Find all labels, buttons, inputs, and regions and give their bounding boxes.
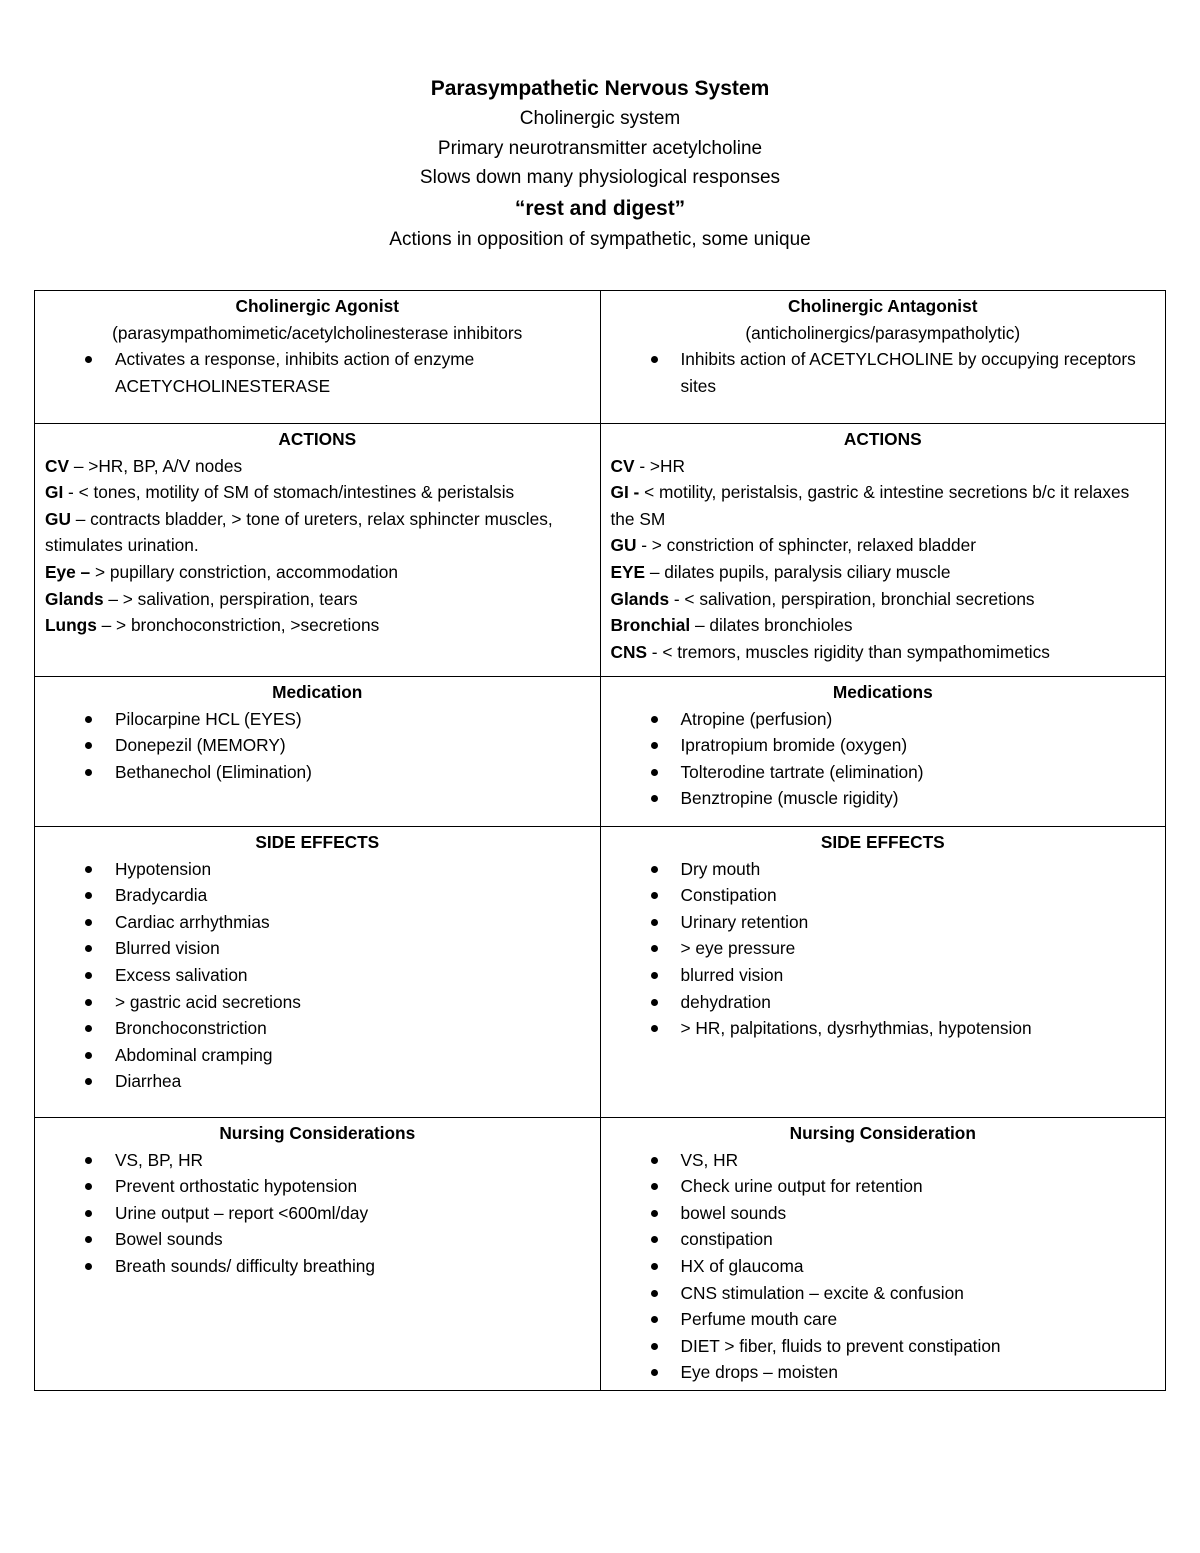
action-item <box>45 506 590 559</box>
action-text: – > bronchoconstriction, >secretions <box>96 615 380 636</box>
action-text: – dilates bronchioles <box>690 615 853 636</box>
action-text: – >HR, BP, A/V nodes <box>69 455 243 476</box>
list-item: Urine output – report <600ml/day <box>45 1200 590 1227</box>
action-item <box>611 453 1156 480</box>
agonist-actions-cell <box>35 424 601 677</box>
action-label: EYE <box>610 561 646 582</box>
section-title: SIDE EFFECTS <box>820 832 945 852</box>
list-item: Tolterodine tartrate (elimination) <box>611 759 1156 786</box>
action-text: – > salivation, perspiration, tears <box>103 588 358 609</box>
list-item: Bronchoconstriction <box>45 1015 590 1042</box>
section-title: SIDE EFFECTS <box>255 832 380 852</box>
action-label: Glands <box>610 588 670 609</box>
list-item: Perfume mouth care <box>611 1306 1156 1333</box>
action-label: Bronchial <box>610 615 691 636</box>
list-item: blurred vision <box>611 962 1156 989</box>
medication-list <box>45 706 590 786</box>
action-text: – contracts bladder, > tone of ureters, relax sphincter muscles, stimulates urination. <box>45 508 553 556</box>
action-label: Glands <box>45 588 104 609</box>
action-text: > pupillary constriction, accommodation <box>90 561 399 582</box>
section-title: ACTIONS <box>278 429 357 449</box>
document-header <box>0 74 1200 254</box>
action-label: Lungs <box>45 615 97 636</box>
agonist-side-effects-cell <box>35 827 601 1118</box>
action-text: - > constriction of sphincter, relaxed bladder <box>636 535 976 556</box>
action-text: - < tones, motility of SM of stomach/intestines & peristalsis <box>63 482 515 503</box>
list-item: HX of glaucoma <box>611 1253 1156 1280</box>
action-label: CNS <box>610 641 647 662</box>
action-text: < motility, peristalsis, gastric & intestine secretions b/c it relaxes the SM <box>610 482 1130 529</box>
list-item: Pilocarpine HCL (EYES) <box>45 706 590 733</box>
action-item <box>611 559 1156 586</box>
antagonist-side-effects-cell <box>600 827 1166 1118</box>
section-title: Nursing Consideration <box>789 1123 976 1143</box>
page-title: Parasympathetic Nervous System <box>430 77 770 100</box>
subtitle-line: Cholinergic system <box>519 108 681 129</box>
action-label: Eye – <box>45 561 91 582</box>
bullet-list <box>45 346 590 399</box>
action-label: CV <box>45 455 70 476</box>
column-title: Cholinergic Agonist <box>235 296 400 316</box>
side-effects-list <box>45 856 590 1095</box>
list-item: Hypotension <box>45 856 590 883</box>
list-item: Inhibits action of ACETYLCHOLINE by occupying receptors sites <box>611 346 1156 399</box>
action-text: - < tremors, muscles rigidity than sympathomimetics <box>647 641 1050 662</box>
agonist-intro-cell <box>35 291 601 424</box>
action-label: GI - <box>610 482 640 503</box>
action-text: - >HR <box>634 455 685 476</box>
action-label: CV <box>610 455 635 476</box>
list-item: Excess salivation <box>45 962 590 989</box>
list-item: Urinary retention <box>611 909 1156 936</box>
subtitle-line: Slows down many physiological responses <box>419 167 781 188</box>
tagline: “rest and digest” <box>514 196 686 220</box>
list-item: Breath sounds/ difficulty breathing <box>45 1253 590 1280</box>
section-title: ACTIONS <box>843 429 922 449</box>
column-subtitle: (anticholinergics/parasympatholytic) <box>745 322 1021 343</box>
antagonist-nursing-cell <box>600 1118 1166 1391</box>
list-item: Constipation <box>611 882 1156 909</box>
list-item: > HR, palpitations, dysrhythmias, hypotension <box>611 1015 1156 1042</box>
list-item: Bethanechol (Elimination) <box>45 759 590 786</box>
action-item <box>611 586 1156 613</box>
action-item <box>611 639 1156 666</box>
side-effects-list <box>611 856 1156 1042</box>
action-item <box>611 479 1156 532</box>
action-item <box>611 612 1156 639</box>
action-item <box>45 559 590 586</box>
list-item: Eye drops – moisten <box>611 1359 1156 1386</box>
list-item: > gastric acid secretions <box>45 989 590 1016</box>
action-item <box>45 479 590 506</box>
list-item: Benztropine (muscle rigidity) <box>611 785 1156 812</box>
list-item: Abdominal cramping <box>45 1042 590 1069</box>
list-item: Diarrhea <box>45 1068 590 1095</box>
list-item: Activates a response, inhibits action of enzyme ACETYCHOLINESTERASE <box>45 346 590 399</box>
list-item: Dry mouth <box>611 856 1156 883</box>
action-item <box>45 453 590 480</box>
list-item: constipation <box>611 1226 1156 1253</box>
agonist-medication-cell <box>35 677 601 827</box>
list-item: > eye pressure <box>611 935 1156 962</box>
action-item <box>45 586 590 613</box>
comparison-table <box>34 290 1166 1391</box>
subtitle-line: Primary neurotransmitter acetylcholine <box>437 137 763 159</box>
list-item: Atropine (perfusion) <box>611 706 1156 733</box>
list-item: Check urine output for retention <box>611 1173 1156 1200</box>
section-title: Medication <box>272 682 363 702</box>
list-item: Blurred vision <box>45 935 590 962</box>
action-item <box>45 612 590 639</box>
list-item: VS, HR <box>611 1147 1156 1174</box>
section-title: Medications <box>832 682 933 702</box>
action-text: - < salivation, perspiration, bronchial secretions <box>669 588 1035 609</box>
antagonist-intro-cell <box>600 291 1166 424</box>
action-label: GU <box>45 508 71 529</box>
column-subtitle: (parasympathomimetic/acetylcholinesterase inhibitors <box>112 322 523 343</box>
bullet-list <box>611 346 1156 399</box>
action-label: GU <box>610 535 637 556</box>
list-item: CNS stimulation – excite & confusion <box>611 1280 1156 1307</box>
list-item: VS, BP, HR <box>45 1147 590 1174</box>
subtitle-line: Actions in opposition of sympathetic, some unique <box>389 228 811 250</box>
list-item: bowel sounds <box>611 1200 1156 1227</box>
medication-list <box>611 706 1156 812</box>
antagonist-medication-cell <box>600 677 1166 827</box>
list-item: Prevent orthostatic hypotension <box>45 1173 590 1200</box>
action-text: – dilates pupils, paralysis ciliary muscle <box>645 561 951 582</box>
section-title: Nursing Considerations <box>219 1123 416 1143</box>
list-item: Ipratropium bromide (oxygen) <box>611 732 1156 759</box>
actions-list <box>45 453 590 639</box>
list-item: Cardiac arrhythmias <box>45 909 590 936</box>
list-item: Donepezil (MEMORY) <box>45 732 590 759</box>
agonist-nursing-cell <box>35 1118 601 1391</box>
list-item: DIET > fiber, fluids to prevent constipation <box>611 1333 1156 1360</box>
action-label: GI <box>45 482 64 503</box>
antagonist-actions-cell <box>600 424 1166 677</box>
actions-list <box>611 453 1156 666</box>
list-item: Bradycardia <box>45 882 590 909</box>
nursing-list <box>45 1147 590 1280</box>
list-item: dehydration <box>611 989 1156 1016</box>
action-item <box>611 532 1156 559</box>
nursing-list <box>611 1147 1156 1386</box>
list-item: Bowel sounds <box>45 1226 590 1253</box>
column-title: Cholinergic Antagonist <box>788 296 978 316</box>
